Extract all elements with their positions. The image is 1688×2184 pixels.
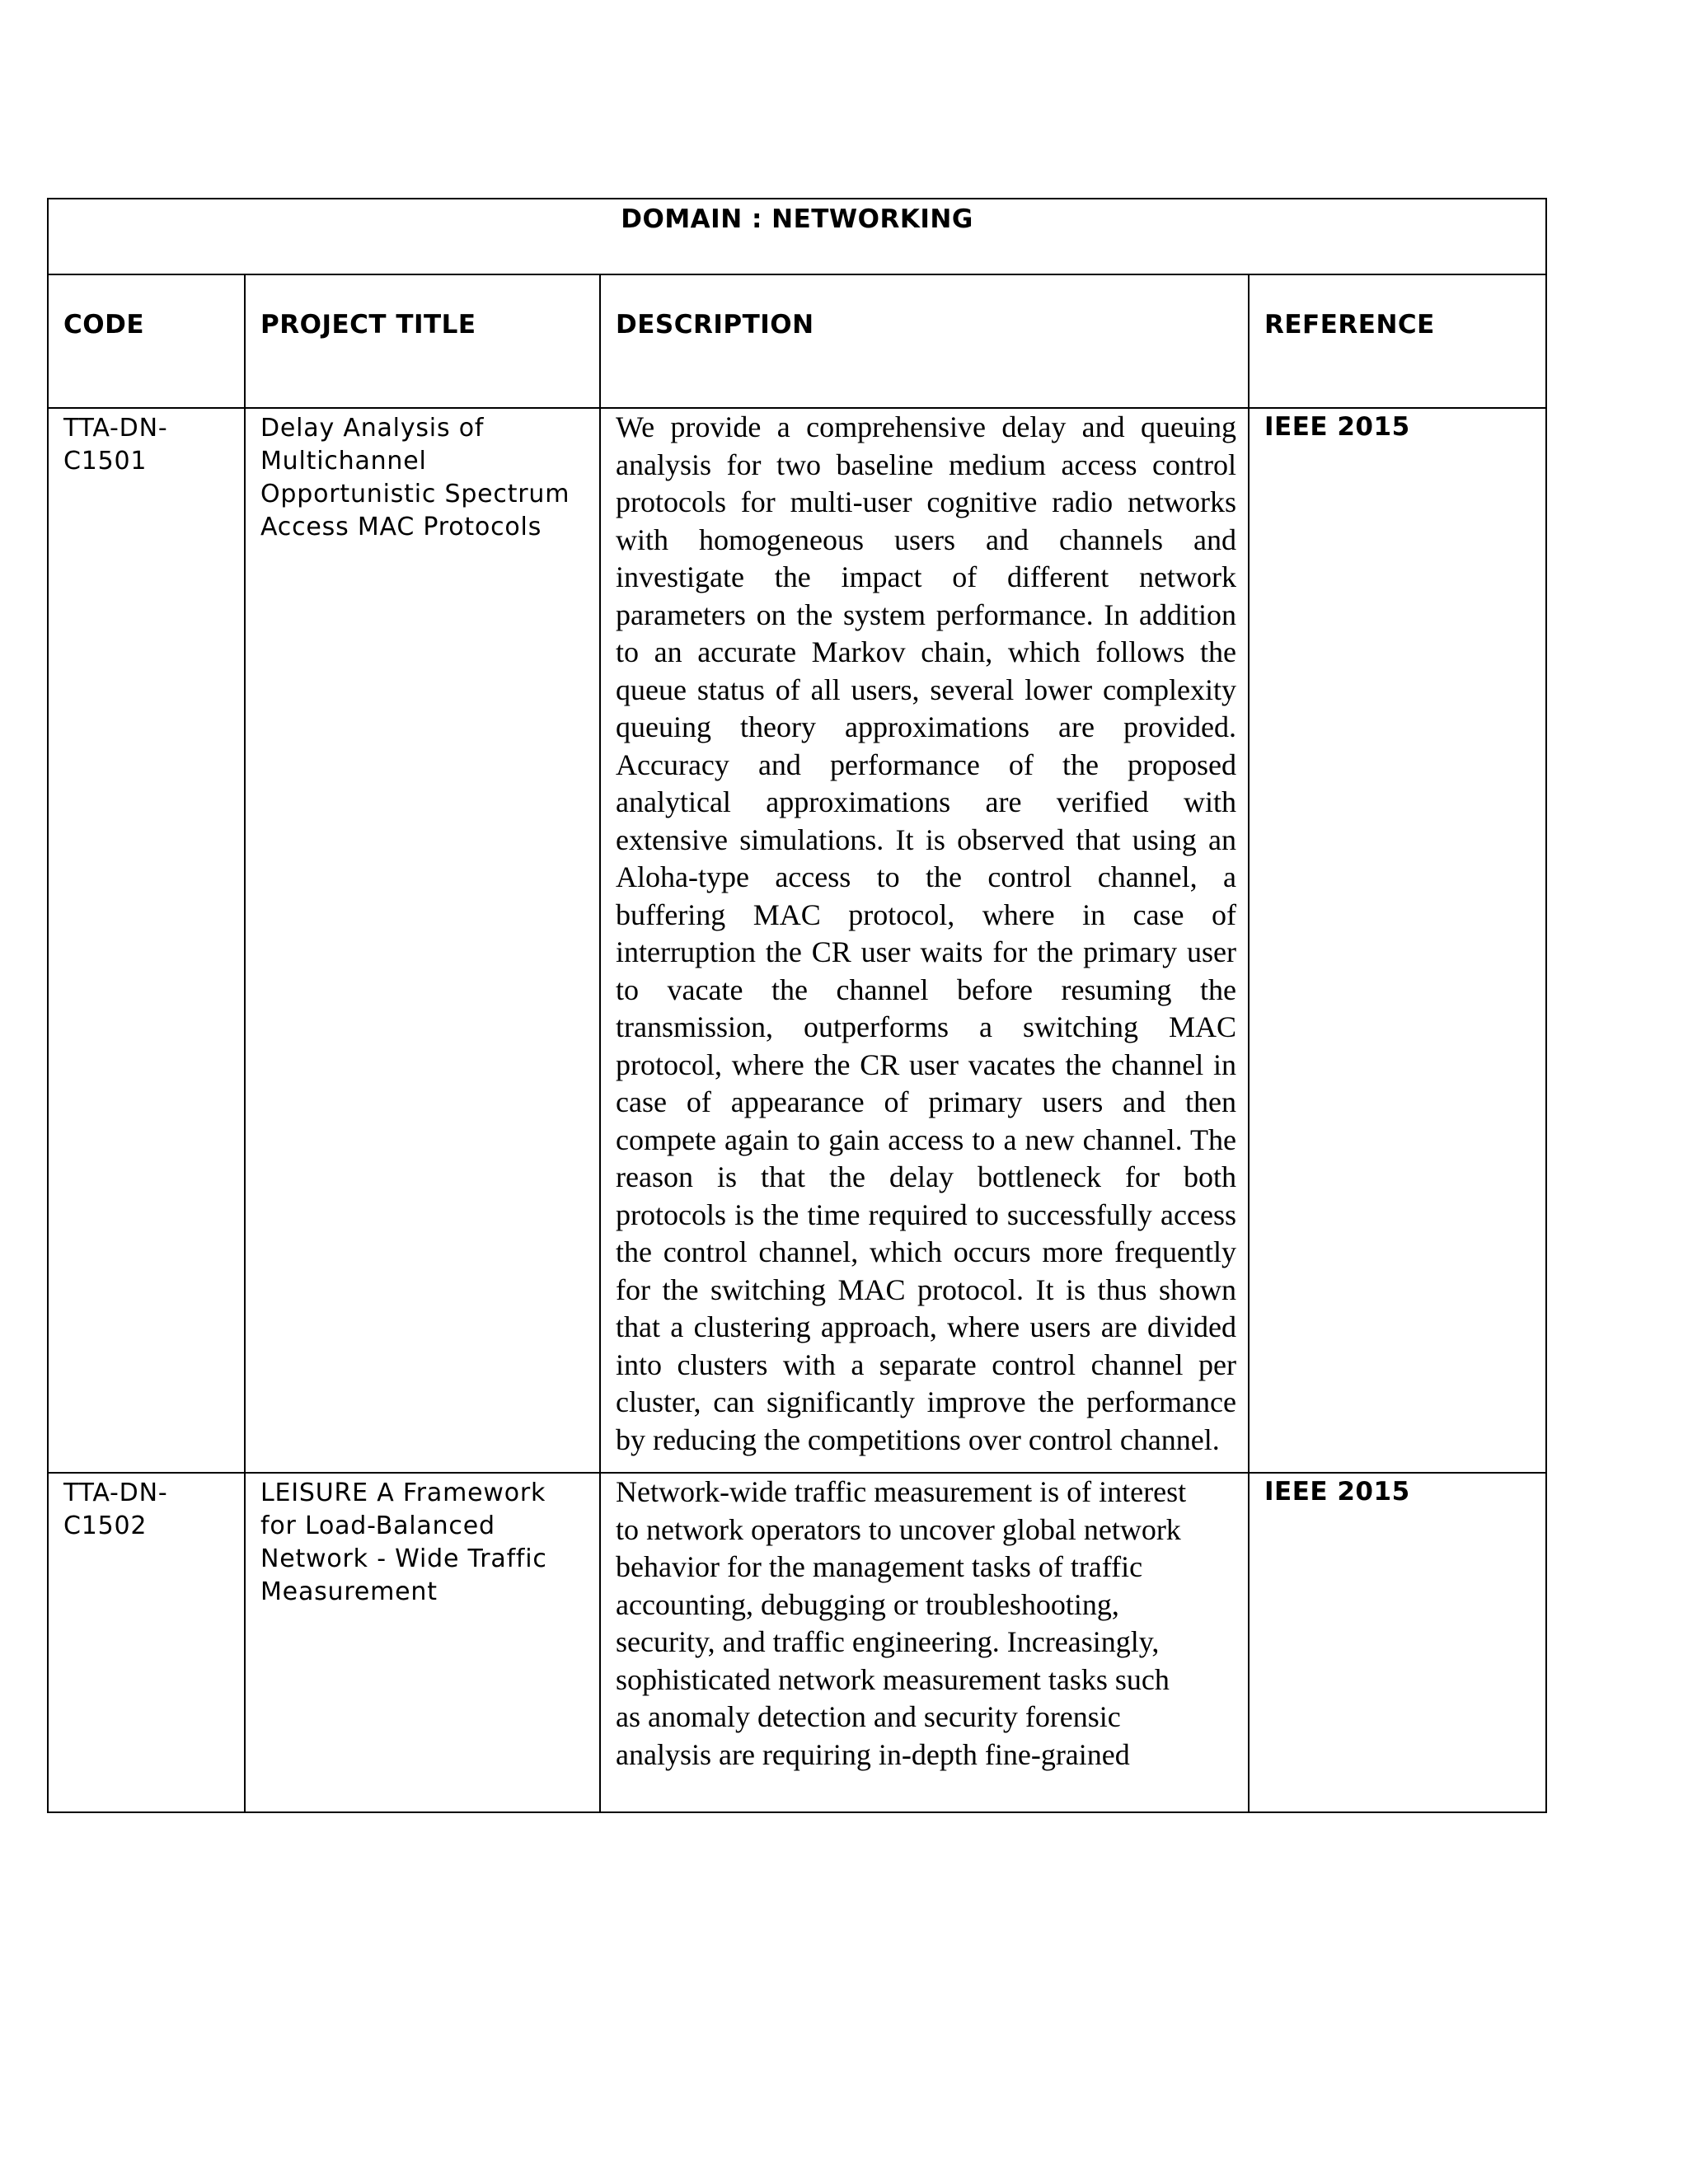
- column-header-description-label: DESCRIPTION: [616, 310, 814, 340]
- project-code: TTA-DN- C1502: [63, 1479, 168, 1540]
- project-code: TTA-DN- C1501: [63, 414, 168, 476]
- project-description: Network-wide traffic measurement is of interest to network operators to uncover global network behavior for the management tasks of traffic accounting, debugging or troubleshooting, security, and traffic engineering. Increasingly, sophisticated network measurement tasks such as anomaly detection and security forensic analysis are requiring in-depth fine-grained: [616, 1475, 1187, 1771]
- domain-header: DOMAIN : NETWORKING: [48, 199, 1546, 274]
- column-header-description: [600, 274, 1249, 408]
- project-title: LEISURE A Framework for Load-Balanced Network - Wide Traffic Measurement: [260, 1479, 547, 1606]
- table-row: [48, 1473, 1546, 1812]
- project-reference-cell: [1249, 1473, 1546, 1812]
- domain-header-row: [48, 199, 1546, 274]
- project-reference: IEEE 2015: [1264, 1477, 1410, 1507]
- column-header-code-label: CODE: [63, 310, 145, 340]
- project-description-cell: [600, 1473, 1249, 1812]
- column-header-code: [48, 274, 245, 408]
- table-row: [48, 408, 1546, 1473]
- project-reference-cell: [1249, 408, 1546, 1473]
- project-title-cell: [245, 1473, 600, 1812]
- project-code-cell: [48, 1473, 245, 1812]
- project-description: We provide a comprehensive delay and queuing analysis for two baseline medium access control protocols for multi-user cognitive radio networks with homogeneous users and channels and investigate the impact of different network parameters on the system performance. In addition to an accurate Markov chain, which follows the queue status of all users, several lower complexity queuing theory approximations are provided. Accuracy and performance of the proposed analytical approximations are verified with extensive simulations. It is observed that using an Aloha-type access to the control channel, a buffering MAC protocol, where in case of interruption the CR user waits for the primary user to vacate the channel before resuming the transmission, outperforms a switching MAC protocol, where the CR user vacates the channel in case of appearance of primary users and then compete again to gain access to a new channel. The reason is that the delay bottleneck for both protocols is the time required to successfully access the control channel, which occurs more frequently for the switching MAC protocol. It is thus shown that a clustering approach, where users are divided into clusters with a separate control channel per cluster, can significantly improve the performance by reducing the competitions over control channel.: [616, 410, 1236, 1456]
- column-header-title: [245, 274, 600, 408]
- project-table: [47, 198, 1547, 1813]
- column-header-row: [48, 274, 1546, 408]
- project-description-cell: [600, 408, 1249, 1473]
- project-code-cell: [48, 408, 245, 1473]
- column-header-reference-label: REFERENCE: [1264, 310, 1435, 340]
- project-title: Delay Analysis of Multichannel Opportunistic Spectrum Access MAC Protocols: [260, 414, 570, 541]
- project-reference: IEEE 2015: [1264, 412, 1410, 442]
- column-header-title-label: PROJECT TITLE: [260, 310, 476, 340]
- project-title-cell: [245, 408, 600, 1473]
- column-header-reference: [1249, 274, 1546, 408]
